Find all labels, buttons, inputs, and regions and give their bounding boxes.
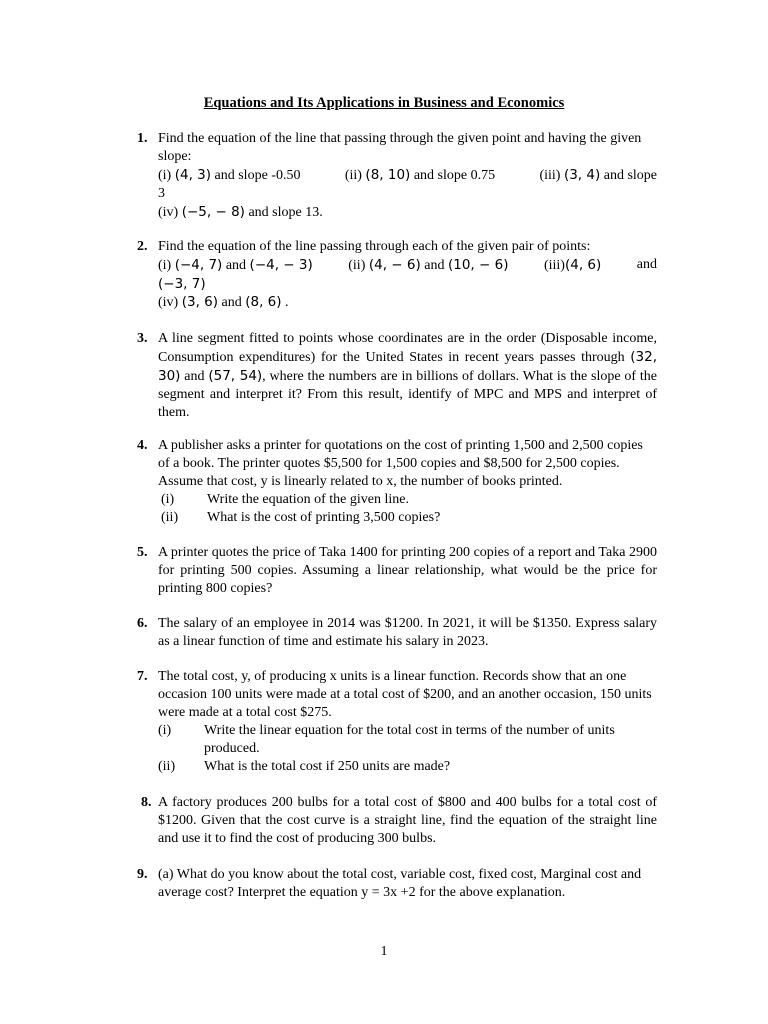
- question-3: [137, 330, 657, 422]
- math-point: (32, 30): [158, 349, 657, 384]
- question-text: Find the equation of the line that passing through the given point and having the given slope:: [158, 131, 642, 164]
- math-point: (−4, 7): [174, 257, 223, 273]
- period-text: .: [285, 295, 289, 310]
- math-point: (3, 4): [563, 167, 601, 183]
- question-subpart: [158, 758, 657, 776]
- question-subpart: [158, 491, 657, 509]
- math-point: (−5, − 8): [181, 204, 245, 220]
- conjunction-text: and: [184, 369, 205, 384]
- question-number: 3.: [137, 331, 148, 346]
- question-number: 2.: [137, 239, 148, 254]
- question-5: [137, 544, 657, 598]
- question-text: The total cost, y, of producing x units is a linear function. Records show that an one occasion 100 units were made at a total cost of $200, and an another occasion, 150 units were made at a total cost $275.: [158, 669, 652, 720]
- math-point: (3, 6): [181, 294, 219, 310]
- option-label: (iv): [158, 295, 179, 310]
- question-text: A publisher asks a printer for quotations on the cost of printing 1,500 and 2,500 copies of a book. The printer quotes $5,500 for 1,500 copies and $8,500 for 2,500 copies. Assume that cost, y is linearly related to x, the number of books printed.: [158, 438, 643, 489]
- option-label: (ii): [344, 168, 362, 183]
- option-label: (iii): [543, 258, 565, 273]
- question-text: Find the equation of the line passing through each of the given pair of points:: [158, 239, 591, 254]
- option-label: (iv): [158, 205, 179, 220]
- question-text: A factory produces 200 bulbs for a total cost of $800 and 400 bulbs for a total cost of $1200. Given that the cost curve is a straight line, find the equation of the straight line and use it to find the cost of producing 300 bulbs.: [158, 795, 657, 846]
- question-number: 9.: [137, 867, 148, 882]
- question-number: 1.: [137, 131, 148, 146]
- question-9: [137, 866, 657, 902]
- question-text-part: A line segment fitted to points whose coordinates are in the order (Disposable income, Consumption expenditures) for the United States in recent years passes through: [158, 331, 657, 365]
- math-point: (−3, 7): [158, 276, 206, 292]
- question-options-row: [158, 166, 657, 185]
- conjunction-text: and: [221, 295, 242, 310]
- conjunction-text: and: [636, 257, 657, 272]
- question-text-part: , where the numbers are in billions of dollars. What is the slope of the segment and interpret it? From this result, identify of MPC and MPS and interpret of them.: [158, 369, 657, 420]
- subpart-label: (i): [158, 723, 172, 738]
- math-point: (4, 6): [564, 257, 602, 273]
- question-option: [158, 203, 657, 222]
- option-text: 3: [158, 186, 165, 201]
- option-label: (iii): [539, 168, 561, 183]
- math-point: (57, 54): [208, 368, 263, 384]
- question-option: [158, 293, 657, 312]
- math-point: (4, 3): [174, 167, 212, 183]
- question-text: The salary of an employee in 2014 was $1200. In 2021, it will be $1350. Express salary as a linear function of time and estimate his salary in 2023.: [158, 616, 657, 649]
- subpart-text: Write the linear equation for the total cost in terms of the number of units produced.: [204, 723, 615, 756]
- option-text: and slope 13.: [248, 205, 323, 220]
- question-7: [137, 668, 657, 776]
- page-number: 1: [380, 944, 388, 959]
- question-subpart: [158, 509, 657, 527]
- question-subpart: [158, 722, 657, 758]
- math-point: (4, − 6): [368, 257, 421, 273]
- subpart-label: (i): [161, 492, 175, 507]
- document-title: Equations and Its Applications in Business and Economics: [203, 95, 565, 111]
- option-text: and slope -0.50: [214, 168, 301, 183]
- conjunction-text: and: [424, 258, 445, 273]
- question-number: 7.: [137, 669, 148, 684]
- option-label: (ii): [348, 258, 366, 273]
- math-point: (−4, − 3): [249, 257, 313, 273]
- question-text: A printer quotes the price of Taka 1400 for printing 200 copies of a report and Taka 2900 for printing 500 copies. Assuming a linear relationship, what would be the price for printing 800 copies?: [158, 545, 657, 596]
- math-point: (8, 6): [245, 294, 282, 310]
- option-label: (i): [158, 258, 172, 273]
- subpart-label: (ii): [161, 510, 179, 525]
- subpart-text: Write the equation of the given line.: [207, 492, 409, 507]
- question-number: 4.: [137, 438, 148, 453]
- option-text: and slope: [603, 168, 657, 183]
- subpart-text: What is the cost of printing 3,500 copies?: [207, 510, 441, 525]
- question-4: [137, 437, 657, 527]
- question-2: [137, 238, 657, 312]
- question-8: [137, 794, 657, 848]
- conjunction-text: and: [225, 258, 247, 273]
- subpart-text: What is the total cost if 250 units are made?: [204, 759, 451, 774]
- math-point: (8, 10): [365, 167, 411, 183]
- option-label: (i): [158, 168, 172, 183]
- subpart-label: (ii): [158, 759, 176, 774]
- option-text: and slope 0.75: [413, 168, 496, 183]
- question-number: 5.: [137, 545, 148, 560]
- question-options-row: [158, 256, 657, 275]
- question-text: (a) What do you know about the total cost, variable cost, fixed cost, Marginal cost and average cost? Interpret the equation y = 3x +2 for the above explanation.: [158, 867, 642, 900]
- question-6: [137, 615, 657, 651]
- math-point: (10, − 6): [447, 257, 509, 273]
- question-number: 8.: [141, 795, 152, 810]
- question-number: 6.: [137, 616, 148, 631]
- question-text: [158, 330, 657, 422]
- question-1: [137, 130, 657, 222]
